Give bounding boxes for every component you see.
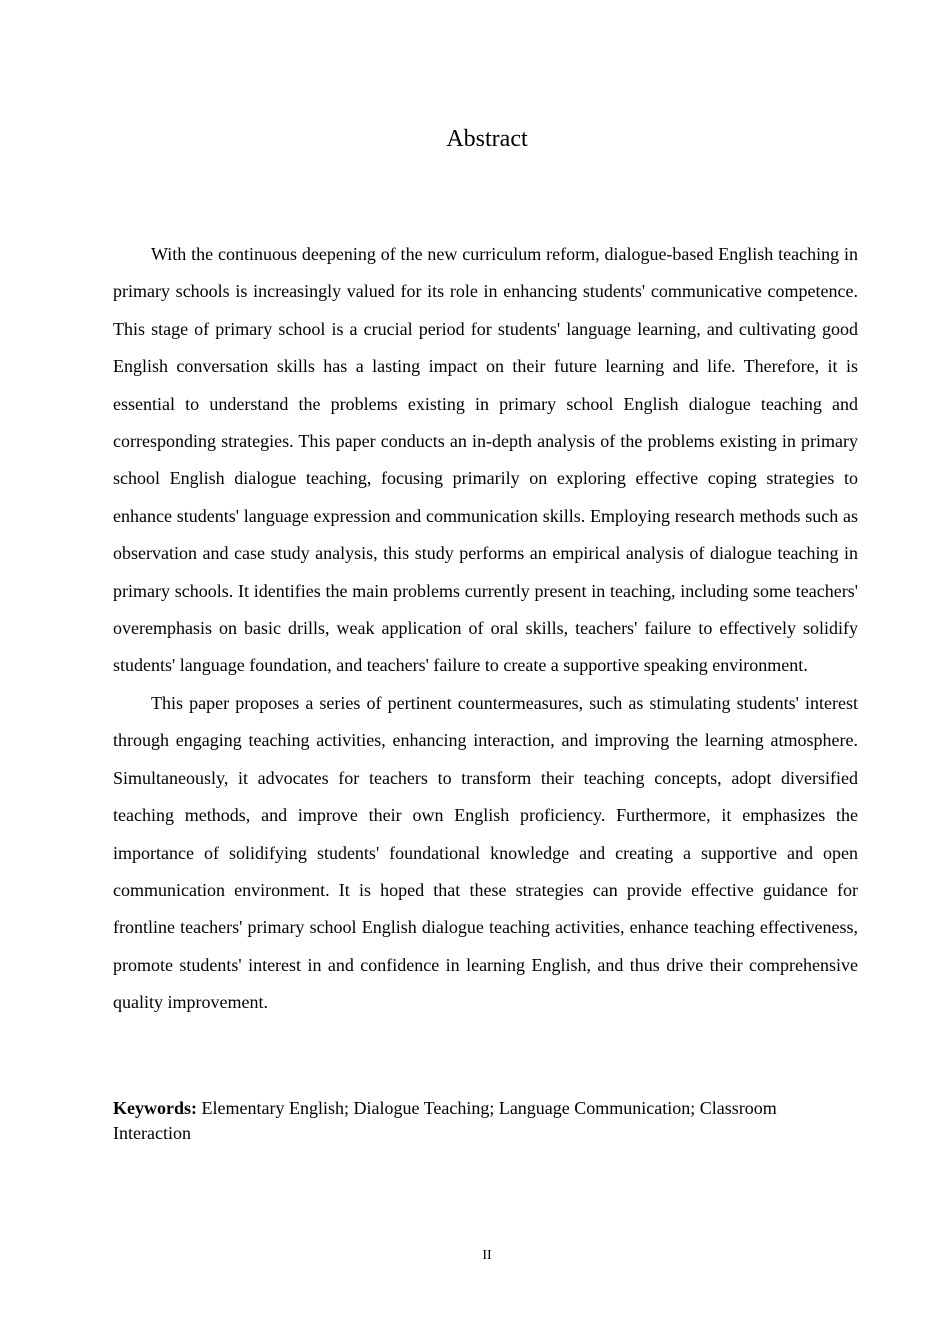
keywords-text: Elementary English; Dialogue Teaching; Language Communication; Classroom Interaction [113, 1098, 777, 1143]
keywords-line [113, 1096, 858, 1146]
abstract-body [113, 236, 858, 1022]
page-title: Abstract [446, 126, 528, 152]
abstract-paragraph-2: This paper proposes a series of pertinent countermeasures, such as stimulating students' interest through engaging teaching activities, enhancing interaction, and improving the learning atmosphere. Simultaneously, it advocates for teachers to transform their teaching concepts, adopt diversified teaching methods, and improve their own English proficiency. Furthermore, it emphasizes the importance of solidifying students' foundational knowledge and creating a supportive and open communication environment. It is hoped that these strategies can provide effective guidance for frontline teachers' primary school English dialogue teaching activities, enhance teaching effectiveness, promote students' interest in and confidence in learning English, and thus drive their comprehensive quality improvement. [113, 692, 858, 1013]
keywords-label: Keywords: [113, 1098, 197, 1118]
page-number: II [482, 1248, 492, 1263]
abstract-paragraph-1: With the continuous deepening of the new curriculum reform, dialogue-based English teaching in primary schools is increasingly valued for its role in enhancing students' communicative competence. This stage of primary school is a crucial period for students' language learning, and cultivating good English conversation skills has a lasting impact on their future learning and life. Therefore, it is essential to understand the problems existing in primary school English dialogue teaching and corresponding strategies. This paper conducts an in-depth analysis of the problems existing in primary school English dialogue teaching, focusing primarily on exploring effective coping strategies to enhance students' language expression and communication skills. Employing research methods such as observation and case study analysis, this study performs an empirical analysis of dialogue teaching in primary schools. It identifies the main problems currently present in teaching, including some teachers' overemphasis on basic drills, weak application of oral skills, teachers' failure to effectively solidify students' language foundation, and teachers' failure to create a supportive speaking environment. [113, 244, 858, 676]
